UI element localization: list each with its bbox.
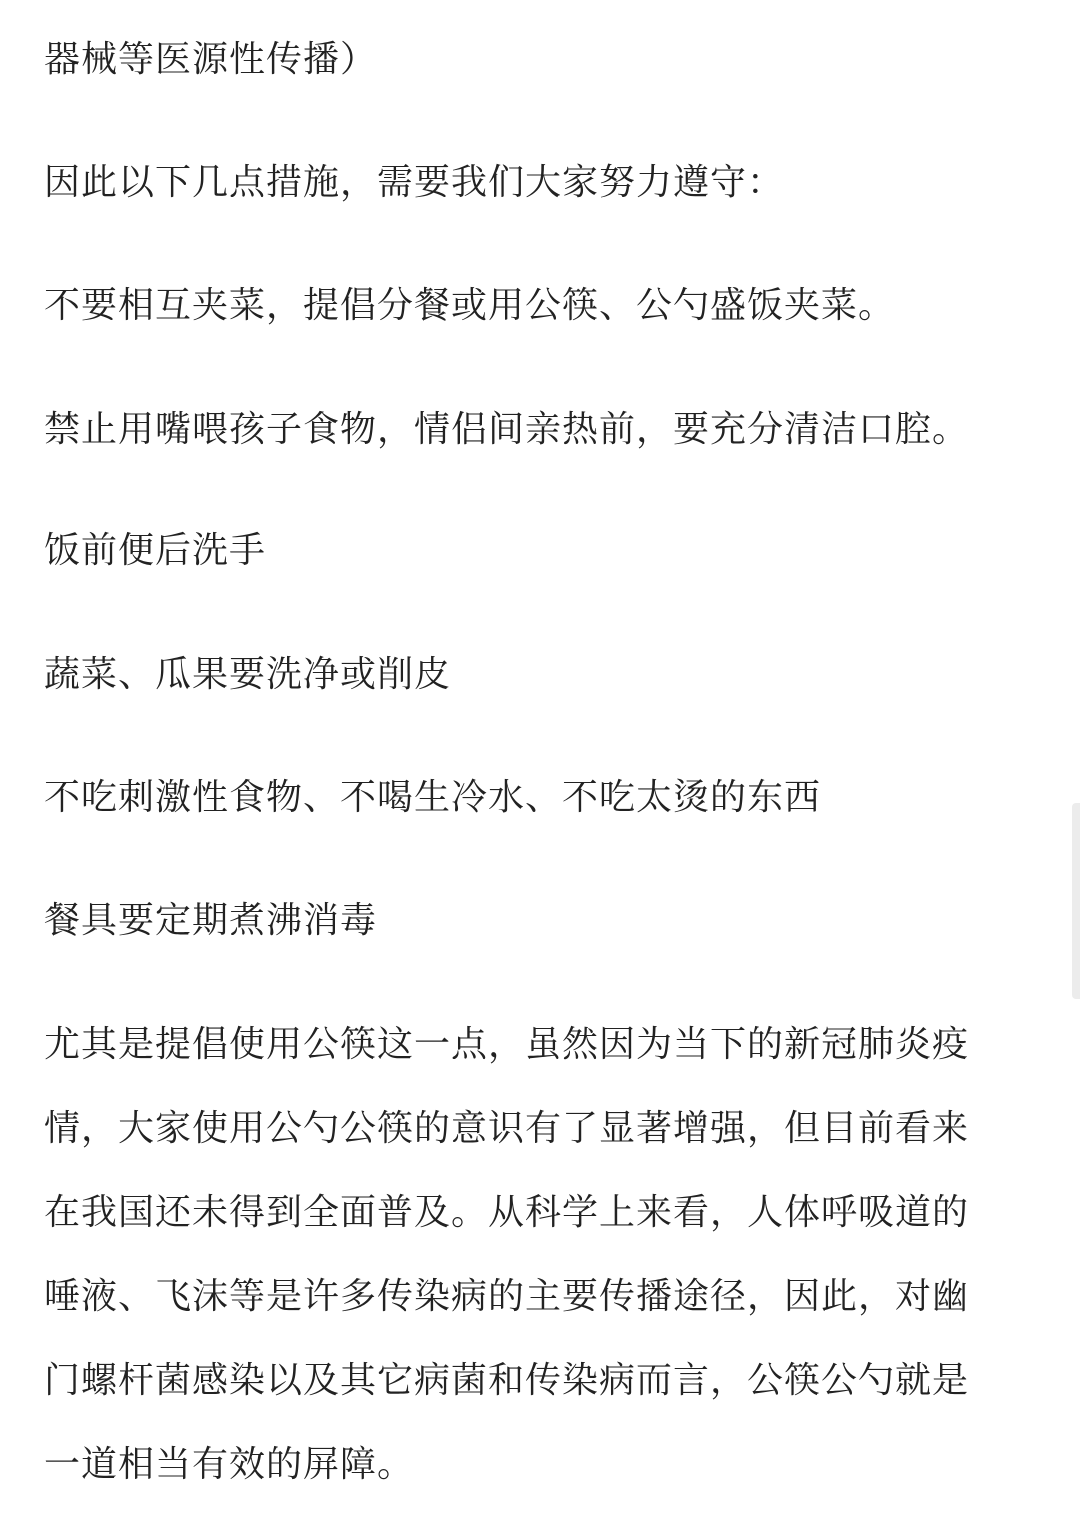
paragraph: 不吃刺激性食物、不喝生冷水、不吃太烫的东西 (44, 777, 822, 818)
final-paragraph (44, 1024, 1036, 1528)
scrollbar-thumb[interactable] (1072, 803, 1080, 999)
paragraph-line: 在我国还未得到全面普及。从科学上来看，人体呼吸道的 (44, 1192, 970, 1233)
paragraph-line: 唾液、飞沫等是许多传染病的主要传播途径，因此，对幽 (44, 1276, 970, 1317)
paragraph: 饭前便后洗手 (44, 530, 267, 571)
paragraph-line: 情，大家使用公勺公筷的意识有了显著增强，但目前看来 (44, 1108, 970, 1149)
paragraph: 餐具要定期煮沸消毒 (44, 900, 378, 941)
paragraph: 禁止用嘴喂孩子食物，情侣间亲热前，要充分清洁口腔。 (44, 409, 970, 450)
paragraph: 器械等医源性传播） (44, 39, 378, 80)
paragraph-line: 尤其是提倡使用公筷这一点，虽然因为当下的新冠肺炎疫 (44, 1024, 970, 1065)
paragraph: 蔬菜、瓜果要洗净或削皮 (44, 654, 452, 695)
paragraph: 不要相互夹菜，提倡分餐或用公筷、公勺盛饭夹菜。 (44, 285, 896, 326)
paragraph-line: 一道相当有效的屏障。 (44, 1444, 415, 1485)
paragraph: 因此以下几点措施，需要我们大家努力遵守： (44, 162, 785, 203)
paragraph-line: 门螺杆菌感染以及其它病菌和传染病而言，公筷公勺就是 (44, 1360, 970, 1401)
